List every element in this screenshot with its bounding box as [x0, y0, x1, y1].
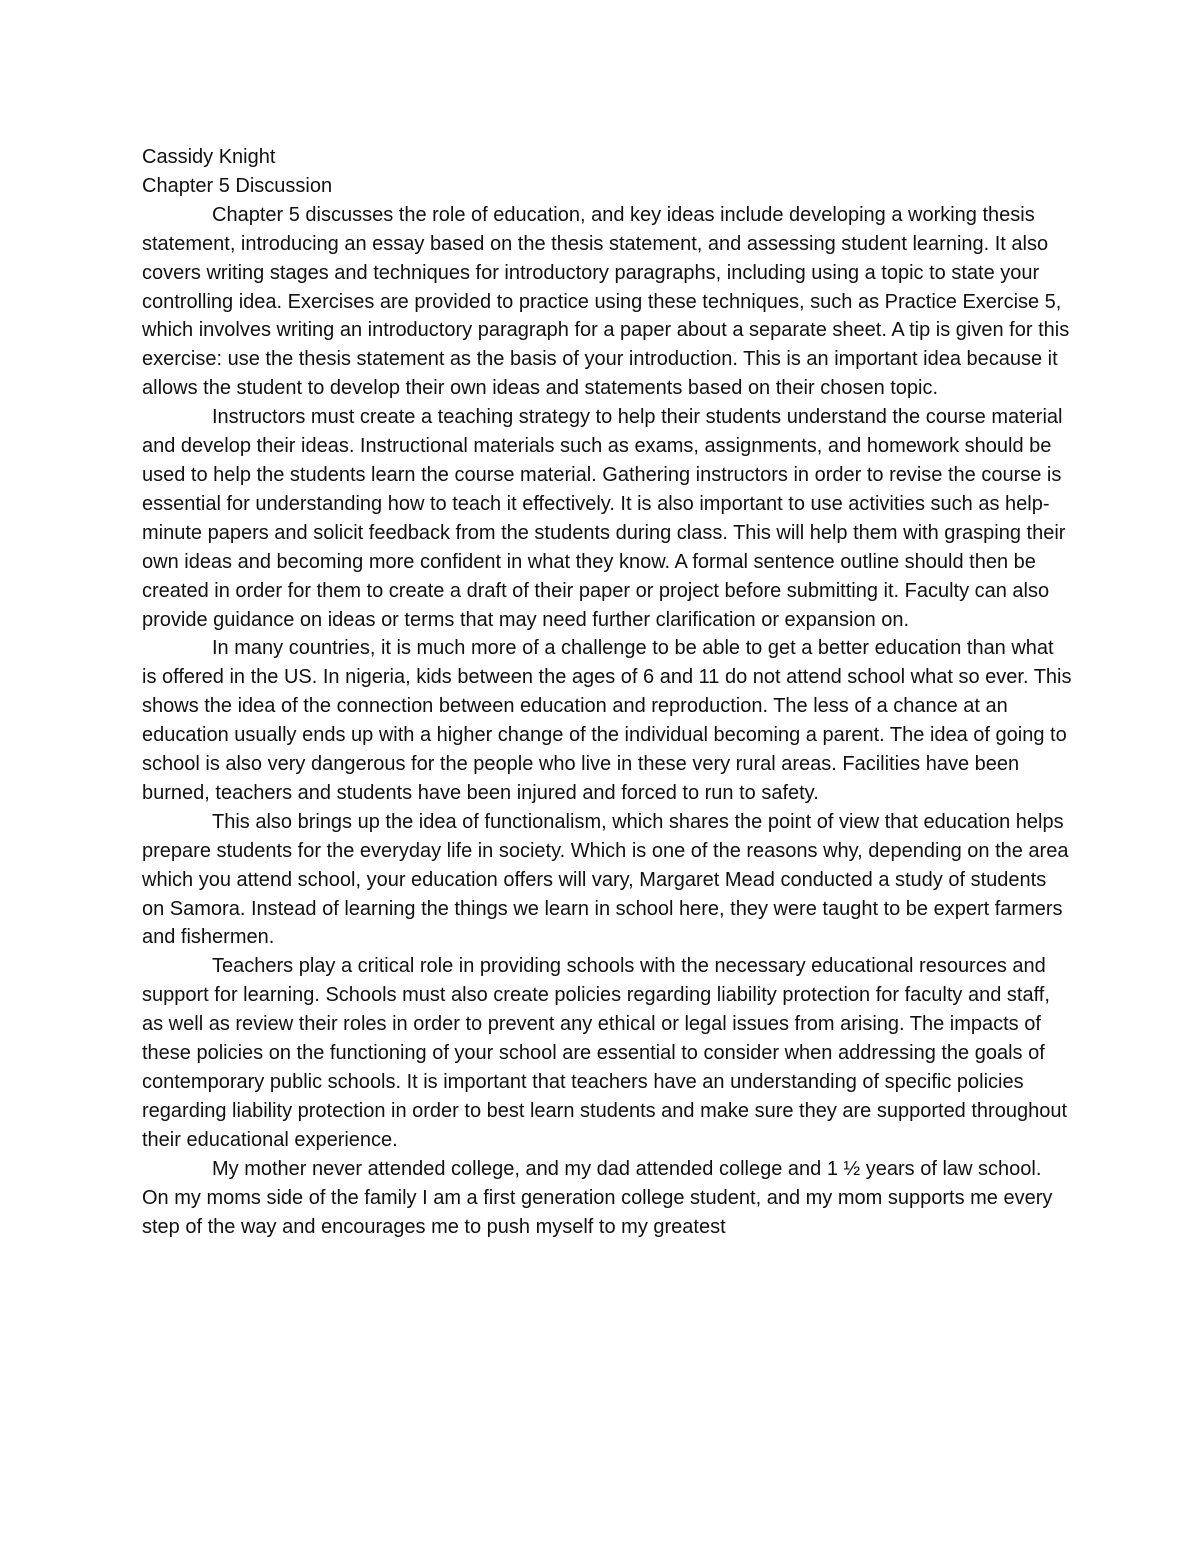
document-body [142, 143, 1072, 1241]
paragraph-6: My mother never attended college, and my dad attended college and 1 ½ years of law school. On my moms side of the family I am a first generation college student, and my mom supports me every step of the way and encourages me to push myself to my greatest [142, 1157, 1053, 1238]
paragraph-1: Chapter 5 discusses the role of education, and key ideas include developing a working thesis statement, introducing an essay based on the thesis statement, and assessing student learning. It also covers writing stages and techniques for introductory paragraphs, including using a topic to state your controlling idea. Exercises are provided to practice using these techniques, such as Practice Exercise 5, which involves writing an introductory paragraph for a paper about a separate sheet. A tip is given for this exercise: use the thesis statement as the basis of your introduction. This is an important idea because it allows the student to develop their own ideas and statements based on their chosen topic. [142, 203, 1070, 400]
paragraph-5: Teachers play a critical role in providing schools with the necessary educational resources and support for learning. Schools must also create policies regarding liability protection for faculty and staff, as well as review their roles in order to prevent any ethical or legal issues from arising. The impacts of these policies on the functioning of your school are essential to consider when addressing the goals of contemporary public schools. It is important that teachers have an understanding of specific policies regarding liability protection in order to best learn students and make sure they are supported throughout their educational experience. [142, 955, 1067, 1151]
document-title: Chapter 5 Discussion [142, 174, 333, 197]
author-name: Cassidy Knight [142, 146, 276, 168]
paragraph-4: This also brings up the idea of functionalism, which shares the point of view that education helps prepare students for the everyday life in society. Which is one of the reasons why, depending on the area which you attend school, your education offers will vary, Margaret Mead conducted a study of students on Samora. Instead of learning the things we learn in school here, they were taught to be expert farmers and fishermen. [142, 810, 1069, 949]
paragraph-2: Instructors must create a teaching strategy to help their students understand the course material and develop their ideas. Instructional materials such as exams, assignments, and homework should be used to help the students learn the course material. Gathering instructors in order to revise the course is essential for understanding how to teach it effectively. It is also important to use activities such as help-minute papers and solicit feedback from the students during class. This will help them with grasping their own ideas and becoming more confident in what they know. A formal sentence outline should then be created in order for them to create a draft of their paper or project before submitting it. Faculty can also provide guidance on ideas or terms that may need further clarification or expansion on. [142, 406, 1066, 631]
paragraph-3: In many countries, it is much more of a challenge to be able to get a better education than what is offered in the US. In nigeria, kids between the ages of 6 and 11 do not attend school what so ever. This shows the idea of the connection between education and reproduction. The less of a chance at an education usually ends up with a higher change of the individual becoming a parent. The idea of going to school is also very dangerous for the people who live in these very rural areas. Facilities have been burned, teachers and students have been injured and forced to run to safety. [142, 637, 1072, 804]
